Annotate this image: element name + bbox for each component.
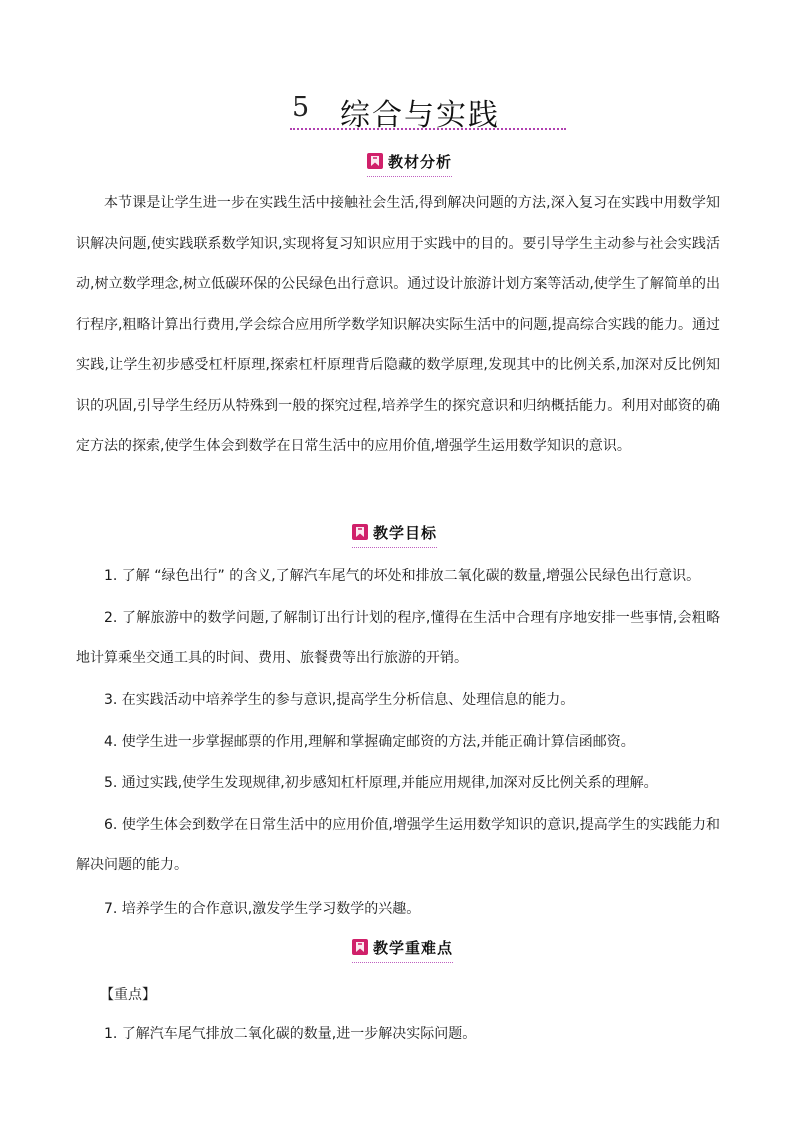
bookmark-icon [352, 524, 368, 540]
section-heading-goals [352, 519, 437, 548]
section-title: 教学目标 [373, 523, 438, 542]
list-item: 1. 了解汽车尾气排放二氧化碳的数量,进一步解决实际问题。 [104, 1026, 477, 1042]
section-title: 教学重难点 [373, 938, 454, 957]
keypoint-tag: 【重点】 [100, 987, 156, 1003]
list-item: 4. 使学生进一步掌握邮票的作用,理解和掌握确定邮资的方法,并能正确计算信函邮资。 [104, 734, 635, 750]
list-item: 1. 了解 “绿色出行” 的含义,了解汽车尾气的坏处和排放二氧化碳的数量,增强公民绿色出行意识。 [104, 568, 701, 584]
section-title: 教材分析 [388, 152, 453, 171]
list-item: 2. 了解旅游中的数学问题,了解制订出行计划的程序,懂得在生活中合理有序地安排一些事情,会粗略地计算乘坐交通工具的时间、费用、旅餐费等出行旅游的开销。 [76, 610, 720, 666]
chapter-title: 综合与实践 [340, 98, 500, 133]
section-heading-analysis [367, 148, 452, 177]
list-item: 6. 使学生体会到数学在日常生活中的应用价值,增强学生运用数学知识的意识,提高学生的实践能力和解决问题的能力。 [76, 817, 720, 873]
list-item: 5. 通过实践,使学生发现规律,初步感知杠杆原理,并能应用规律,加深对反比例关系的理解。 [104, 775, 658, 791]
bookmark-icon [352, 939, 368, 955]
list-item: 7. 培养学生的合作意识,激发学生学习数学的兴趣。 [104, 901, 421, 917]
section-heading-keypoints [352, 934, 453, 963]
analysis-paragraph: 本节课是让学生进一步在实践生活中接触社会生活,得到解决问题的方法,深入复习在实践中用数学知识解决问题,使实践联系数学知识,实现将复习知识应用于实践中的目的。要引导学生主动参与社会实践活动,树立数学理念,树立低碳环保的公民绿色出行意识。通过设计旅游计划方案等活动,使学生了解简单的出行程序,粗略计算出行费用,学会综合应用所学数学知识解决实际生活中的问题,提高综合实践的能力。通过实践,让学生初步感受杠杆原理,探索杠杆原理背后隐藏的数学原理,发现其中的比例关系,加深对反比例知识的巩固,引导学生经历从特殊到一般的探究过程,培养学生的探究意识和归纳概括能力。利用对邮资的确定方法的探索,使学生体会到数学在日常生活中的应用价值,增强学生运用数学知识的意识。 [76, 195, 720, 454]
bookmark-icon [367, 153, 383, 169]
list-item: 3. 在实践活动中培养学生的参与意识,提高学生分析信息、处理信息的能力。 [104, 692, 575, 708]
page-title [290, 90, 566, 133]
chapter-number: 5 [292, 92, 310, 123]
